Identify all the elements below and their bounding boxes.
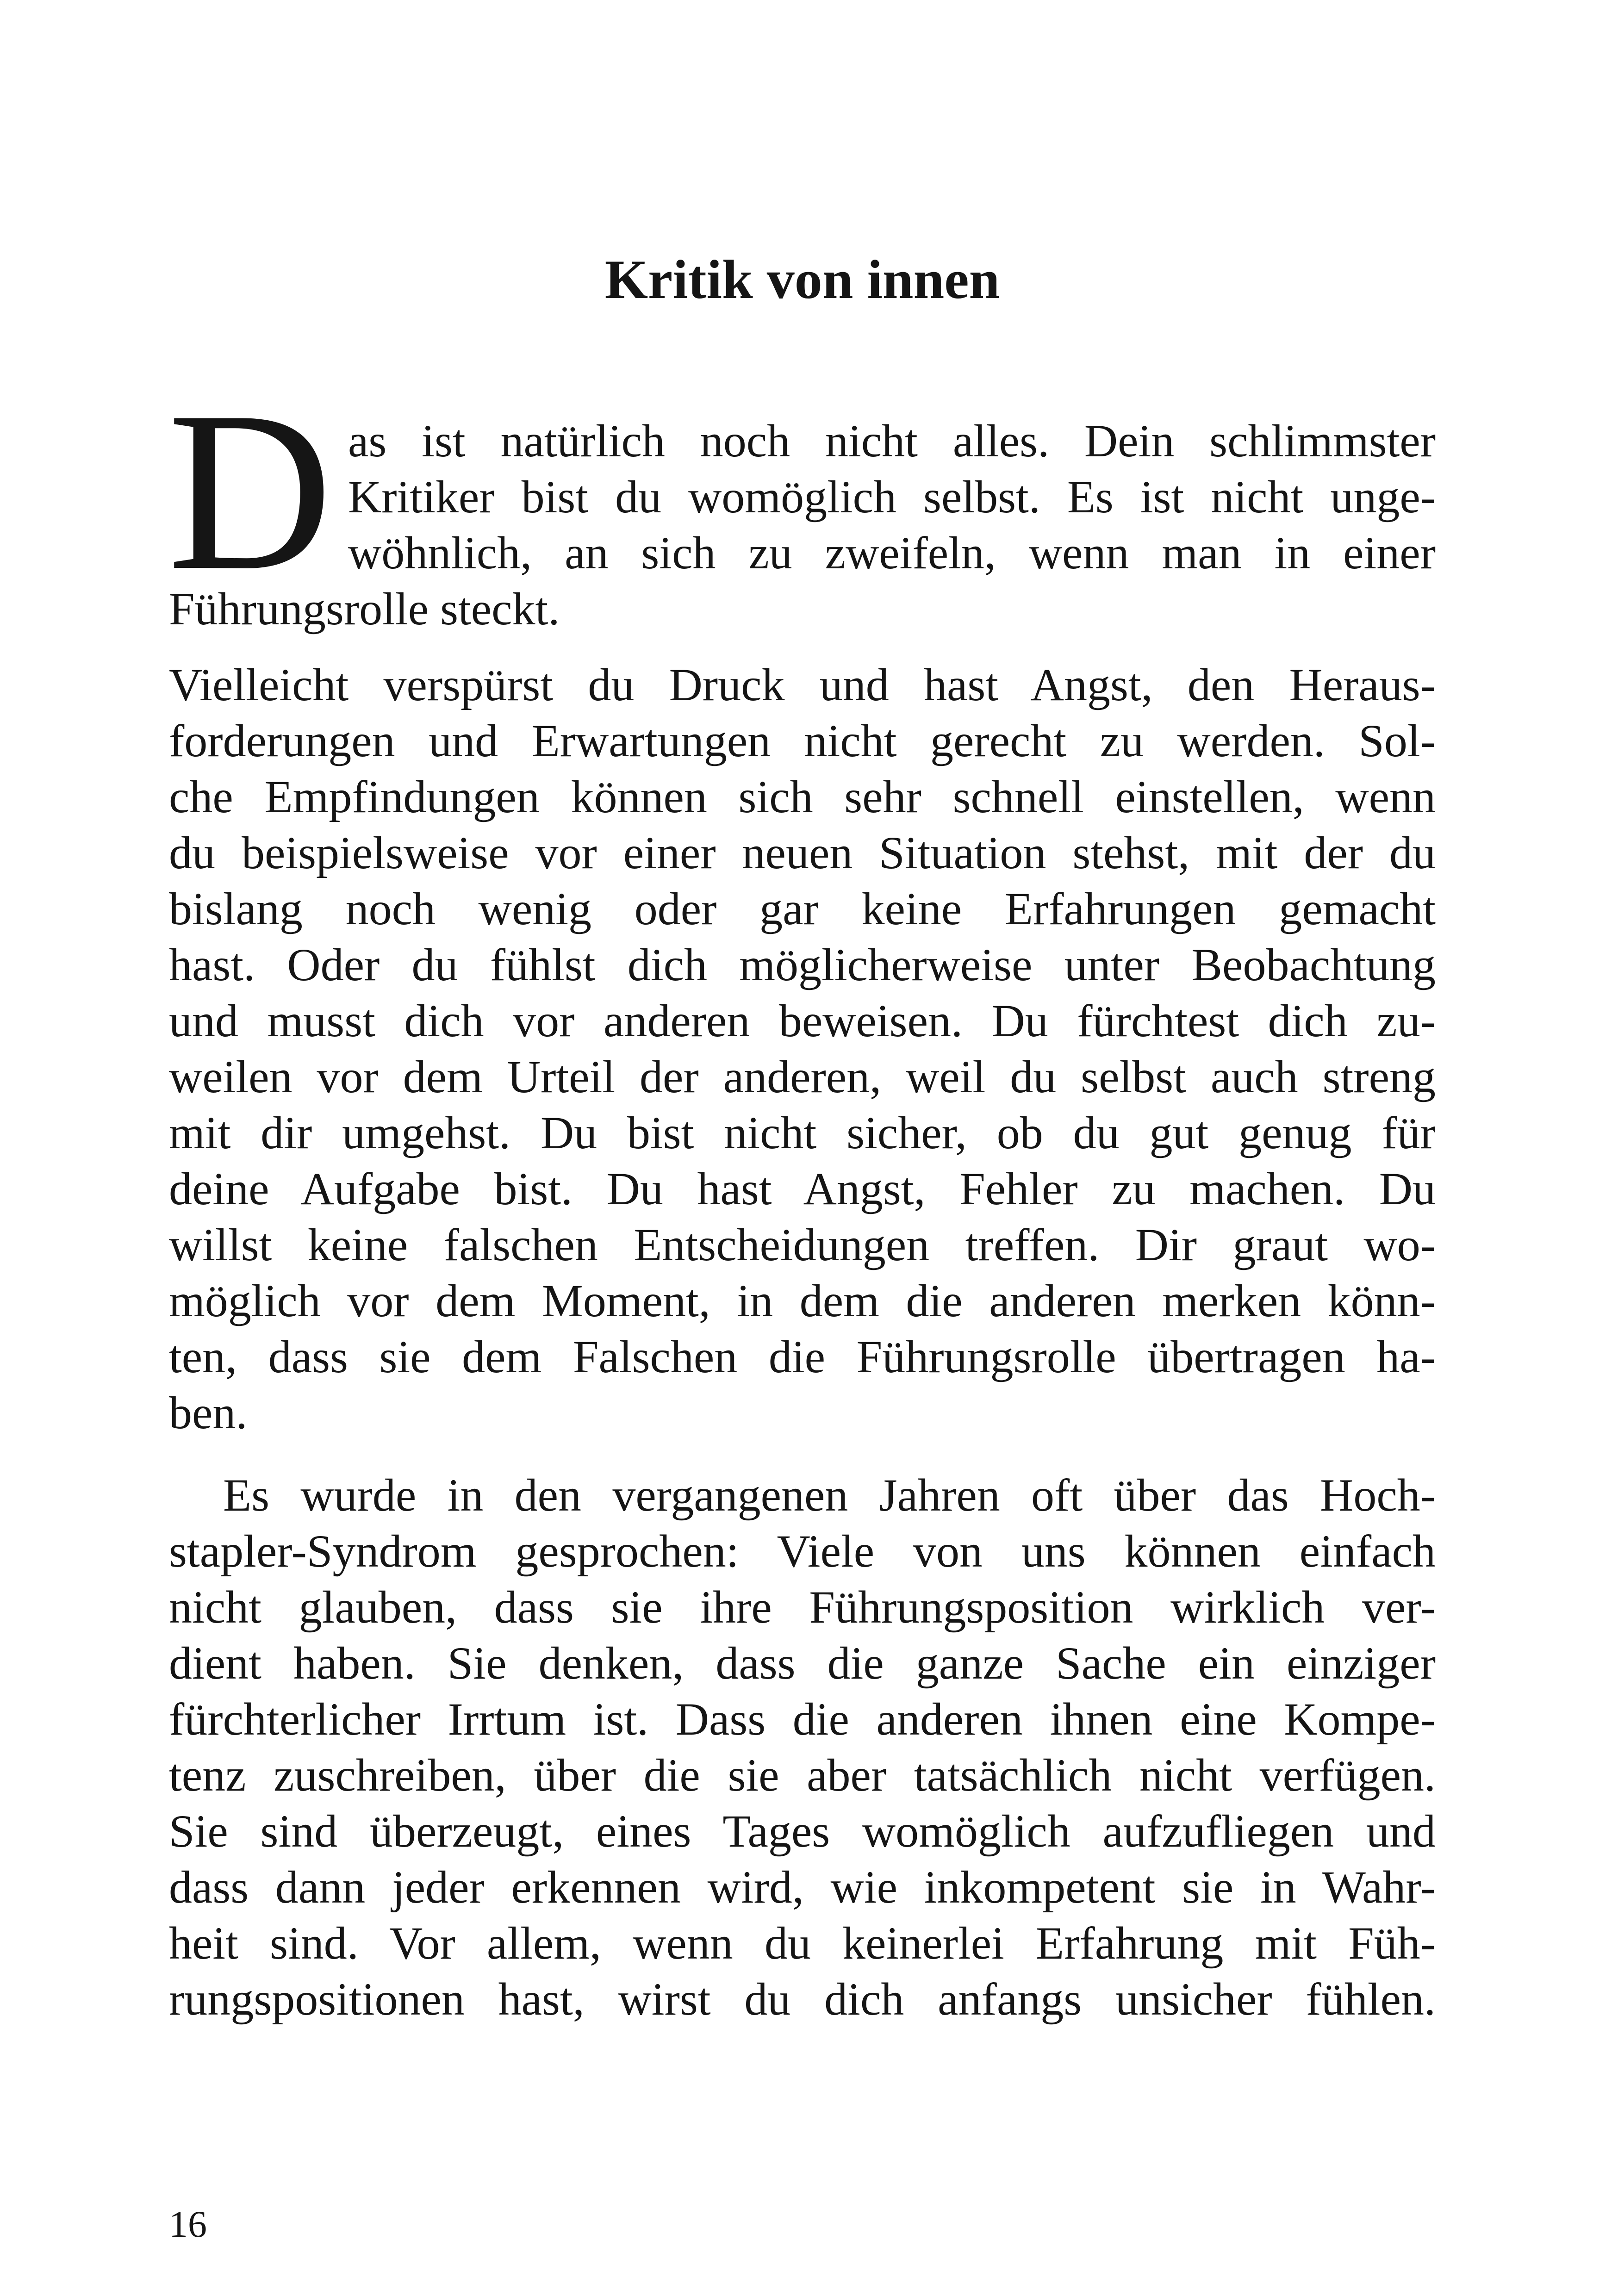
text-line: dient haben. Sie denken, dass die ganze Sache ein einziger [169, 1637, 1436, 1689]
text-line: ten, dass sie dem Falschen die Führungsrolle übertragen ha- [169, 1331, 1436, 1382]
text-line: Sie sind überzeugt, eines Tages womöglich aufzufliegen und [169, 1805, 1436, 1857]
text-line: fürchterlicher Irrtum ist. Dass die anderen ihnen eine Kompe- [169, 1693, 1436, 1745]
text-line: willst keine falschen Entscheidungen treffen. Dir graut wo- [169, 1219, 1436, 1270]
text-line: du beispielsweise vor einer neuen Situation stehst, mit der du [169, 827, 1436, 878]
text-line: che Empfindungen können sich sehr schnell einstellen, wenn [169, 771, 1436, 822]
text-line: wöhnlich, an sich zu zweifeln, wenn man in einer [348, 527, 1436, 579]
text-line: tenz zuschreiben, über die sie aber tatsächlich nicht verfügen. [169, 1749, 1436, 1801]
text-line: hast. Oder du fühlst dich möglicherweise unter Beobachtung [169, 939, 1436, 990]
chapter-title: Kritik von innen [604, 249, 1000, 310]
text-line: heit sind. Vor allem, wenn du keinerlei Erfahrung mit Füh- [169, 1917, 1436, 1969]
text-line: as ist natürlich noch nicht alles. Dein schlimmster [348, 415, 1436, 467]
text-line: stapler-Syndrom gesprochen: Viele von uns können einfach [169, 1525, 1436, 1577]
text-line: nicht glauben, dass sie ihre Führungsposition wirklich ver- [169, 1581, 1436, 1633]
text-line: Es wurde in den vergangenen Jahren oft über das Hoch- [223, 1469, 1436, 1521]
text-line: rungspositionen hast, wirst du dich anfangs unsicher fühlen. [169, 1973, 1436, 2025]
text-line: forderungen und Erwartungen nicht gerecht zu werden. Sol- [169, 715, 1436, 766]
text-line: mit dir umgehst. Du bist nicht sicher, ob du gut genug für [169, 1107, 1436, 1158]
text-line: bislang noch wenig oder gar keine Erfahrungen gemacht [169, 883, 1436, 934]
text-line: weilen vor dem Urteil der anderen, weil du selbst auch streng [169, 1051, 1436, 1102]
drop-cap: D [168, 364, 333, 617]
text-line: Kritiker bist du womöglich selbst. Es ist nicht unge- [348, 471, 1436, 523]
text-line: möglich vor dem Moment, in dem die anderen merken könn- [169, 1275, 1436, 1326]
page-number: 16 [169, 2203, 207, 2245]
paragraph [169, 413, 1436, 637]
text-line: und musst dich vor anderen beweisen. Du fürchtest dich zu- [169, 995, 1436, 1046]
paragraph [169, 657, 1436, 1441]
text-line: ben. [169, 1387, 248, 1438]
paragraph [169, 1467, 1436, 2027]
text-line: deine Aufgabe bist. Du hast Angst, Fehler zu machen. Du [169, 1163, 1436, 1214]
text-line: Vielleicht verspürst du Druck und hast Angst, den Heraus- [169, 659, 1436, 710]
text-line: dass dann jeder erkennen wird, wie inkompetent sie in Wahr- [169, 1861, 1436, 1913]
text-line: Führungsrolle steckt. [169, 583, 560, 635]
